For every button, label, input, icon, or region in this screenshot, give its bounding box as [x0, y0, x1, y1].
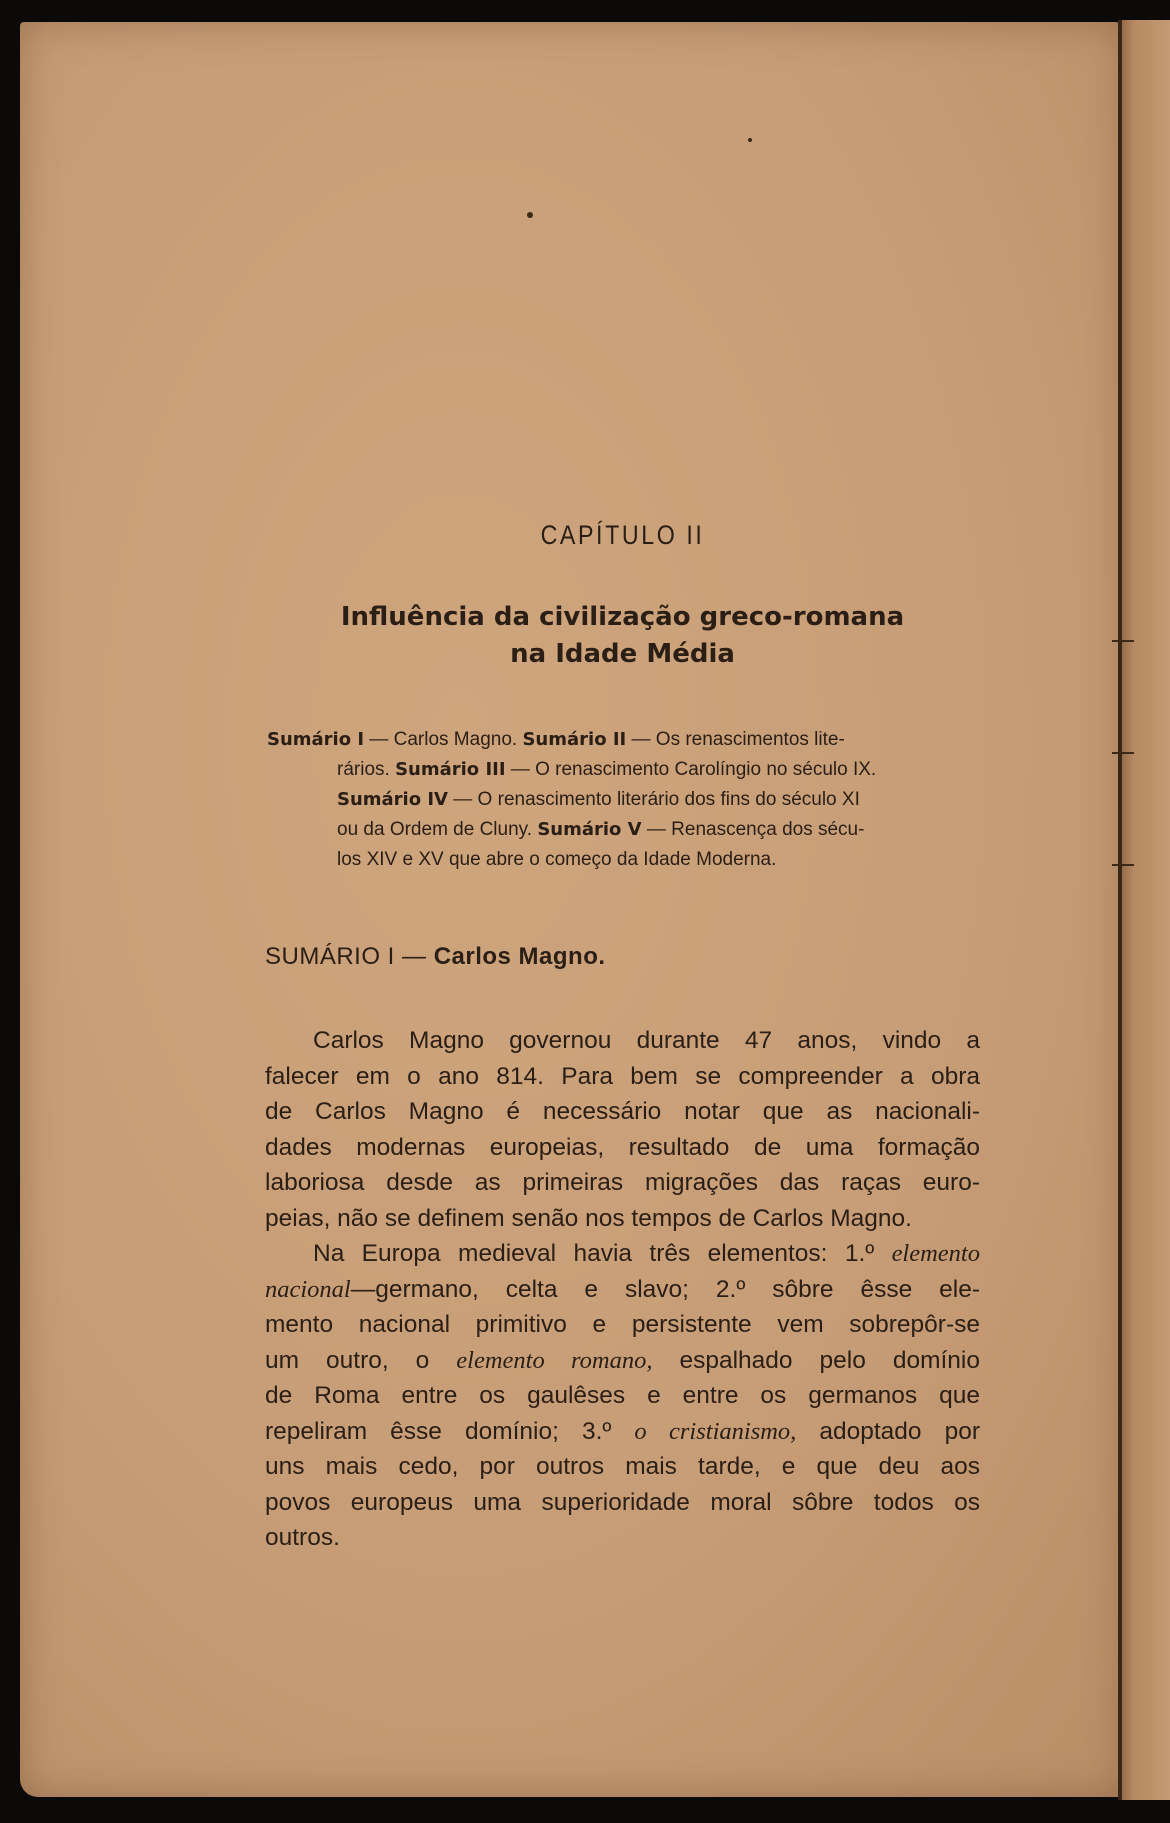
paper-speck: [527, 212, 533, 218]
section-title: Carlos Magno.: [433, 943, 606, 970]
text-line: Na Europa medieval havia três elementos: 1.º elemento: [313, 1240, 980, 1267]
summary-line: [267, 785, 980, 815]
summary-text: los XIV e XV que abre o começo da Idade Moderna.: [337, 849, 777, 870]
paper-speck: [748, 138, 752, 142]
summary-label: Sumário II: [522, 729, 627, 750]
text-line: mento nacional primitivo e persistente vem sobrepôr-se: [265, 1311, 980, 1338]
summary-text: rários.: [337, 759, 396, 780]
chapter-title-line: Influência da civilização greco-romana: [340, 602, 905, 632]
summary-label: Sumário IV: [337, 789, 448, 810]
adjacent-page-edge: [1118, 20, 1170, 1800]
section-prefix: SUMÁRIO I —: [265, 943, 434, 970]
summary-text: — O renascimento Carolíngio no século IX.: [505, 759, 877, 780]
text-line: falecer em o ano 814. Para bem se compreender a obra: [265, 1062, 980, 1090]
page-edge-mark: [1112, 640, 1134, 642]
summary-line: [267, 845, 980, 875]
summary-text: — Os renascimentos lite-: [626, 729, 845, 750]
summary-text: ou da Ordem de Cluny.: [337, 819, 538, 840]
text-line: peias, não se definem senão nos tempos de Carlos Magno.: [265, 1204, 912, 1232]
summary-text: — Renascença dos sécu-: [641, 819, 865, 840]
italic-term: elemento: [891, 1240, 980, 1267]
text-line: um outro, o elemento romano, espalhado pelo domínio: [265, 1346, 980, 1374]
italic-term: o cristianismo,: [634, 1417, 797, 1445]
text-line: Carlos Magno governou durante 47 anos, vindo a: [313, 1027, 980, 1054]
section-heading: [265, 943, 980, 971]
italic-term: elemento romano,: [456, 1346, 653, 1374]
text-line: dades modernas europeias, resultado de uma formação: [265, 1133, 980, 1161]
summary-label: Sumário I: [267, 729, 365, 750]
page-gutter: [1118, 20, 1122, 1800]
text-line: laboriosa desde as primeiras migrações das raças euro-: [265, 1169, 980, 1196]
text-line: outros.: [265, 1524, 340, 1551]
summary-label: Sumário V: [537, 819, 642, 840]
page-content: [265, 520, 980, 1556]
summary-line: [267, 815, 980, 845]
summary-line: [267, 725, 980, 755]
text-line: uns mais cedo, por outros mais tarde, e que deu aos: [265, 1453, 980, 1480]
text-line: de Roma entre os gaulêses e entre os germanos que: [265, 1382, 980, 1409]
text-line: povos europeus uma superioridade moral sôbre todos os: [265, 1488, 980, 1516]
chapter-title-line: na Idade Média: [510, 639, 735, 669]
chapter-summary: [265, 725, 980, 875]
text-line: nacional—germano, celta e slavo; 2.º sôbre êsse ele-: [265, 1275, 980, 1303]
text-line: de Carlos Magno é necessário notar que as nacionali-: [265, 1098, 980, 1125]
summary-text: — O renascimento literário dos fins do século XI: [448, 789, 860, 810]
chapter-heading: CAPÍTULO II: [540, 520, 705, 550]
text-line: repeliram êsse domínio; 3.º o cristianismo, adoptado por: [265, 1417, 980, 1445]
italic-term: nacional: [265, 1275, 351, 1303]
page-edge-mark: [1112, 864, 1134, 866]
body-text: [265, 1023, 980, 1556]
page-edge-mark: [1112, 752, 1134, 754]
summary-line: [267, 755, 980, 785]
summary-text: — Carlos Magno.: [364, 729, 523, 750]
chapter-title: [265, 599, 980, 673]
summary-label: Sumário III: [395, 759, 506, 780]
